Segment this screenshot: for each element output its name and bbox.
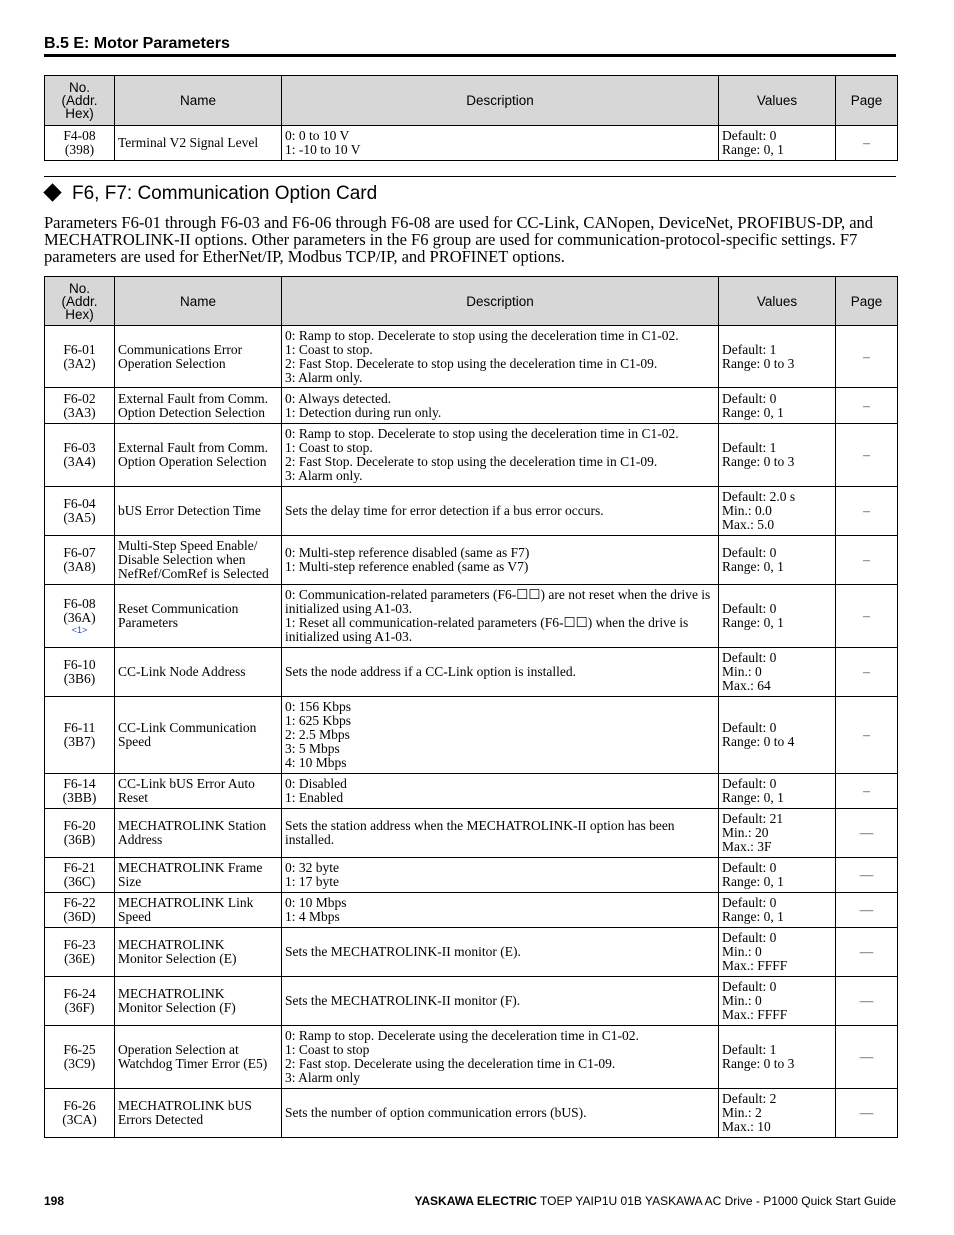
table-row [45,697,898,774]
param-description: Sets the MECHATROLINK-II monitor (F). [282,977,719,1026]
param-number: F6-03 (3A4) [45,424,115,487]
table-row [45,648,898,697]
param-name: MECHATROLINK Link Speed [115,893,282,928]
param-number: F6-04 (3A5) [45,487,115,536]
param-values: Default: 2.0 s Min.: 0.0 Max.: 5.0 [719,487,836,536]
param-values: Default: 0 Range: 0, 1 [719,774,836,809]
param-page: — [836,809,898,858]
param-description: 0: Ramp to stop. Decelerate using the deceleration time in C1-02. 1: Coast to stop 2: Fast stop. Decelerate using the deceleration time in C1-09. 3: Alarm only [282,1026,719,1089]
param-values: Default: 0 Range: 0, 1 [719,858,836,893]
param-number: F6-07 (3A8) [45,536,115,585]
param-page: – [836,648,898,697]
param-values: Default: 21 Min.: 20 Max.: 3F [719,809,836,858]
param-number: F6-24 (36F) [45,977,115,1026]
param-number: F6-21 (36C) [45,858,115,893]
param-page: – [836,126,898,161]
table-row [45,585,898,648]
footer-doc: TOEP YAIP1U 01B YASKAWA AC Drive - P1000 Quick Start Guide [536,1194,896,1208]
subsection-heading [44,176,896,207]
param-description: 0: 0 to 10 V 1: -10 to 10 V [282,126,719,161]
col-no-header: No. (Addr. Hex) [45,277,115,326]
param-number: F6-26 (3CA) [45,1089,115,1138]
param-number: F6-01 (3A2) [45,326,115,388]
table-row [45,487,898,536]
param-values: Default: 0 Min.: 0 Max.: FFFF [719,928,836,977]
param-values: Default: 0 Range: 0, 1 [719,893,836,928]
param-page: — [836,977,898,1026]
param-page: – [836,388,898,424]
param-number: F6-25 (3C9) [45,1026,115,1089]
param-values: Default: 0 Min.: 0 Max.: 64 [719,648,836,697]
param-number: F6-11 (3B7) [45,697,115,774]
table-row [45,326,898,388]
param-name: Operation Selection at Watchdog Timer Error (E5) [115,1026,282,1089]
param-number: F6-20 (36B) [45,809,115,858]
param-description: 0: Ramp to stop. Decelerate to stop using the deceleration time in C1-02. 1: Coast to stop. 2: Fast Stop. Decelerate to stop using the deceleration time in C1-09. 3: Alarm only. [282,424,719,487]
param-name: MECHATROLINK bUS Errors Detected [115,1089,282,1138]
param-page: — [836,1026,898,1089]
section-header [44,34,896,57]
param-name: Reset Communication Parameters [115,585,282,648]
table-row [45,928,898,977]
param-page: – [836,326,898,388]
param-description: 0: 156 Kbps 1: 625 Kbps 2: 2.5 Mbps 3: 5 Mbps 4: 10 Mbps [282,697,719,774]
table-row [45,893,898,928]
param-description: 0: Always detected. 1: Detection during run only. [282,388,719,424]
col-description-header: Description [282,277,719,326]
param-page: — [836,1089,898,1138]
page-number: 198 [44,1194,65,1208]
param-name: CC-Link Communication Speed [115,697,282,774]
param-values: Default: 0 Min.: 0 Max.: FFFF [719,977,836,1026]
param-values: Default: 0 Range: 0, 1 [719,585,836,648]
table-header-row [45,76,898,126]
param-page: – [836,424,898,487]
param-description: 0: 10 Mbps 1: 4 Mbps [282,893,719,928]
table-row [45,1026,898,1089]
param-name: Multi-Step Speed Enable/ Disable Selection when NefRef/ComRef is Selected [115,536,282,585]
table-row [45,809,898,858]
table-row [45,536,898,585]
table-row [45,858,898,893]
param-name: CC-Link Node Address [115,648,282,697]
param-name: External Fault from Comm. Option Detection Selection [115,388,282,424]
table-row [45,388,898,424]
param-name: Communications Error Operation Selection [115,326,282,388]
footer-doc-title [414,1194,896,1208]
col-values-header: Values [719,76,836,126]
table-row [45,1089,898,1138]
subsection-title: F6, F7: Communication Option Card [72,183,378,204]
param-description: 0: Communication-related parameters (F6-☐☐) are not reset when the drive is initialized using A1-03. 1: Reset all communication-related parameters (F6-☐☐) when the drive is initialized using A1-03. [282,585,719,648]
parameter-table-f4 [44,75,898,161]
table-header-row [45,277,898,326]
param-description: 0: Ramp to stop. Decelerate to stop using the deceleration time in C1-02. 1: Coast to stop. 2: Fast Stop. Decelerate to stop using the deceleration time in C1-09. 3: Alarm only. [282,326,719,388]
param-values: Default: 1 Range: 0 to 3 [719,424,836,487]
col-page-header: Page [836,277,898,326]
col-no-header: No. (Addr. Hex) [45,76,115,126]
param-page: – [836,697,898,774]
param-values: Default: 1 Range: 0 to 3 [719,326,836,388]
param-name: MECHATROLINK Station Address [115,809,282,858]
param-description: 0: Multi-step reference disabled (same as F7) 1: Multi-step reference enabled (same as V7) [282,536,719,585]
param-number: F6-02 (3A3) [45,388,115,424]
param-name: bUS Error Detection Time [115,487,282,536]
col-page-header: Page [836,76,898,126]
col-description-header: Description [282,76,719,126]
col-name-header: Name [115,76,282,126]
param-page: – [836,585,898,648]
param-name: Terminal V2 Signal Level [115,126,282,161]
param-values: Default: 0 Range: 0, 1 [719,388,836,424]
param-page: – [836,774,898,809]
param-description: Sets the number of option communication errors (bUS). [282,1089,719,1138]
param-values: Default: 1 Range: 0 to 3 [719,1026,836,1089]
footnote-link[interactable]: <1> [71,625,88,635]
param-description: 0: Disabled 1: Enabled [282,774,719,809]
param-page: – [836,536,898,585]
parameter-table-f6 [44,276,898,1138]
table-row [45,977,898,1026]
section-title: B.5 E: Motor Parameters [44,35,230,52]
param-number: F4-08 (398) [45,126,115,161]
diamond-bullet-icon [43,183,61,201]
param-values: Default: 0 Range: 0, 1 [719,536,836,585]
param-number: F6-08 (36A) <1> [45,585,115,648]
param-values: Default: 0 Range: 0, 1 [719,126,836,161]
param-page: — [836,928,898,977]
footer-brand: YASKAWA ELECTRIC [414,1194,537,1208]
param-name: MECHATROLINK Monitor Selection (F) [115,977,282,1026]
param-number: F6-14 (3BB) [45,774,115,809]
param-description: Sets the station address when the MECHATROLINK-II option has been installed. [282,809,719,858]
param-number: F6-23 (36E) [45,928,115,977]
param-name: MECHATROLINK Monitor Selection (E) [115,928,282,977]
param-name: CC-Link bUS Error Auto Reset [115,774,282,809]
col-name-header: Name [115,277,282,326]
param-description: Sets the node address if a CC-Link option is installed. [282,648,719,697]
param-page: — [836,893,898,928]
table-row [45,126,898,161]
param-page: – [836,487,898,536]
param-description: Sets the delay time for error detection if a bus error occurs. [282,487,719,536]
intro-paragraph: Parameters F6-01 through F6-03 and F6-06 through F6-08 are used for CC-Link, CANopen, DeviceNet, PROFIBUS-DP, and MECHATROLINK-II options. Other parameters in the F6 group are used for communication-protocol-specific settings. F7 parameters are used for EtherNet/IP, Modbus TCP/IP, and PROFINET options. [44,213,874,266]
param-description: 0: 32 byte 1: 17 byte [282,858,719,893]
param-values: Default: 0 Range: 0 to 4 [719,697,836,774]
param-page: — [836,858,898,893]
table-row [45,774,898,809]
col-values-header: Values [719,277,836,326]
table-row [45,424,898,487]
param-description: Sets the MECHATROLINK-II monitor (E). [282,928,719,977]
param-number: F6-10 (3B6) [45,648,115,697]
param-name: External Fault from Comm. Option Operation Selection [115,424,282,487]
param-values: Default: 2 Min.: 2 Max.: 10 [719,1089,836,1138]
param-name: MECHATROLINK Frame Size [115,858,282,893]
param-number: F6-22 (36D) [45,893,115,928]
